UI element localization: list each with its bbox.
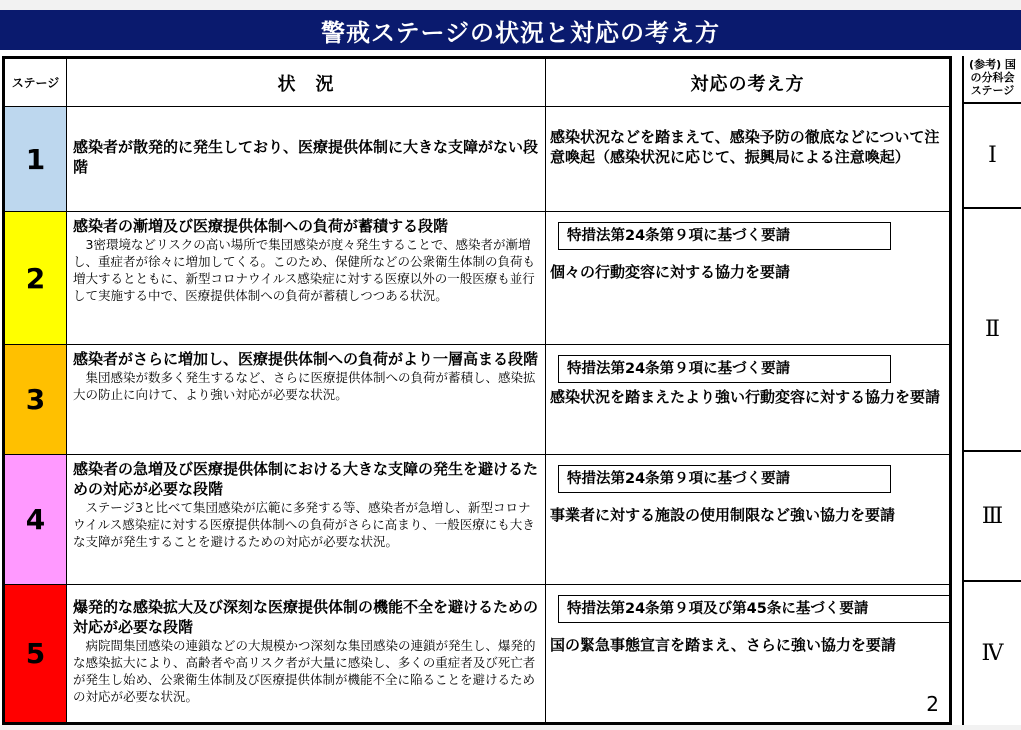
top-strip <box>0 0 1021 10</box>
stage-row-4 <box>5 455 949 585</box>
situation-cell-5 <box>67 585 546 722</box>
situation-title-5: 爆発的な感染拡大及び深刻な医療提供体制の機能不全を避けるための対応が必要な段階 <box>73 598 539 636</box>
situation-title-4: 感染者の急増及び医療提供体制における大きな支障の発生を避けるための対応が必要な段階 <box>73 460 539 498</box>
situation-body-4: ステージ3と比べて集団感染が広範に多発する等、感染者が急増し、新型コロナウイルス感染症に対する医療提供体制への負荷がさらに高まり、一般医療にも大きな支障が発生することを避けるための対応が必要な状況。 <box>73 500 535 549</box>
situation-title-3: 感染者がさらに増加し、医療提供体制への負荷がより一層高まる段階 <box>73 350 539 368</box>
situation-title-1: 感染者が散発的に発生しており、医療提供体制に大きな支障がない段階 <box>73 138 539 176</box>
situation-body-2: 3密環境などリスクの高い場所で集団感染が度々発生することで、感染者が漸増し、重症者が徐々に増加してくる。このため、保健所などの公衆衛生体制の負荷も増大するとともに、新型コロナウイルス感染症に対する医療以外の一般医療も並行して実施する中で、医療提供体制への負荷が蓄積しつつある状況。 <box>73 237 536 303</box>
page-number: 2 <box>926 692 939 716</box>
stage-number-3: 3 <box>5 345 67 454</box>
reference-column <box>962 56 1021 725</box>
response-cell-4 <box>546 455 949 584</box>
page-title: 警戒ステージの状況と対応の考え方 <box>0 10 1021 50</box>
reference-stage-2: Ⅱ <box>964 209 1021 452</box>
situation-cell-3 <box>67 345 546 454</box>
reference-header-line-1: (参考) 国 <box>969 58 1016 71</box>
reference-stage-1: Ⅰ <box>964 104 1021 209</box>
response-cell-5 <box>546 585 949 722</box>
law-box-4: 特措法第24条第９項に基づく要請 <box>558 465 891 493</box>
reference-header-line-3: ステージ <box>970 84 1015 97</box>
situation-cell-1 <box>67 107 546 211</box>
law-box-3: 特措法第24条第９項に基づく要請 <box>558 355 891 383</box>
law-box-5: 特措法第24条第９項及び第45条に基づく要請 <box>558 595 951 623</box>
situation-cell-4 <box>67 455 546 584</box>
header-situation: 状 況 <box>67 59 546 106</box>
stage-row-2 <box>5 212 949 345</box>
response-text-4: 事業者に対する施設の使用制限など強い協力を要請 <box>550 506 896 524</box>
situation-cell-2 <box>67 212 546 344</box>
stage-number-2: 2 <box>5 212 67 344</box>
stage-number-4: 4 <box>5 455 67 584</box>
response-cell-2 <box>546 212 949 344</box>
stage-row-3 <box>5 345 949 455</box>
response-cell-3 <box>546 345 949 454</box>
stage-row-1 <box>5 107 949 212</box>
stage-row-5 <box>5 585 949 722</box>
situation-body-5: 病院間集団感染の連鎖などの大規模かつ深刻な集団感染の連鎖が発生し、爆発的な感染拡大により、高齢者や高リスク者が大量に感染し、多くの重症者及び死亡者が発生し始め、公衆衛生体制及び医療提供体制が機能不全に陥ることを避けるための対応が必要な状況。 <box>73 638 536 704</box>
situation-title-2: 感染者の漸増及び医療提供体制への負荷が蓄積する段階 <box>73 217 449 235</box>
law-box-2: 特措法第24条第９項に基づく要請 <box>558 222 891 250</box>
response-text-3: 感染状況を踏まえたより強い行動変容に対する協力を要請 <box>550 388 941 406</box>
stage-number-5: 5 <box>5 585 67 722</box>
reference-header-line-2: の分科会 <box>970 71 1015 84</box>
stage-table <box>2 56 952 725</box>
header-stage: ステージ <box>5 59 67 106</box>
table-header-row <box>5 59 949 107</box>
response-cell-1 <box>546 107 949 211</box>
response-text-2: 個々の行動変容に対する協力を要請 <box>550 263 791 281</box>
stage-number-1: 1 <box>5 107 67 211</box>
reference-stage-3: Ⅲ <box>964 452 1021 582</box>
reference-header <box>964 56 1021 104</box>
bottom-strip <box>0 725 1021 730</box>
header-response: 対応の考え方 <box>690 73 805 95</box>
response-text-1: 感染状況などを踏まえて、感染予防の徹底などについて注意喚起（感染状況に応じて、振興局による注意喚起） <box>550 128 940 166</box>
situation-body-3: 集団感染が数多く発生するなど、さらに医療提供体制への負荷が蓄積し、感染拡大の防止に向けて、より強い対応が必要な状況。 <box>73 370 536 402</box>
response-text-5: 国の緊急事態宣言を踏まえ、さらに強い協力を要請 <box>550 636 896 654</box>
reference-stage-4: Ⅳ <box>981 641 1004 666</box>
